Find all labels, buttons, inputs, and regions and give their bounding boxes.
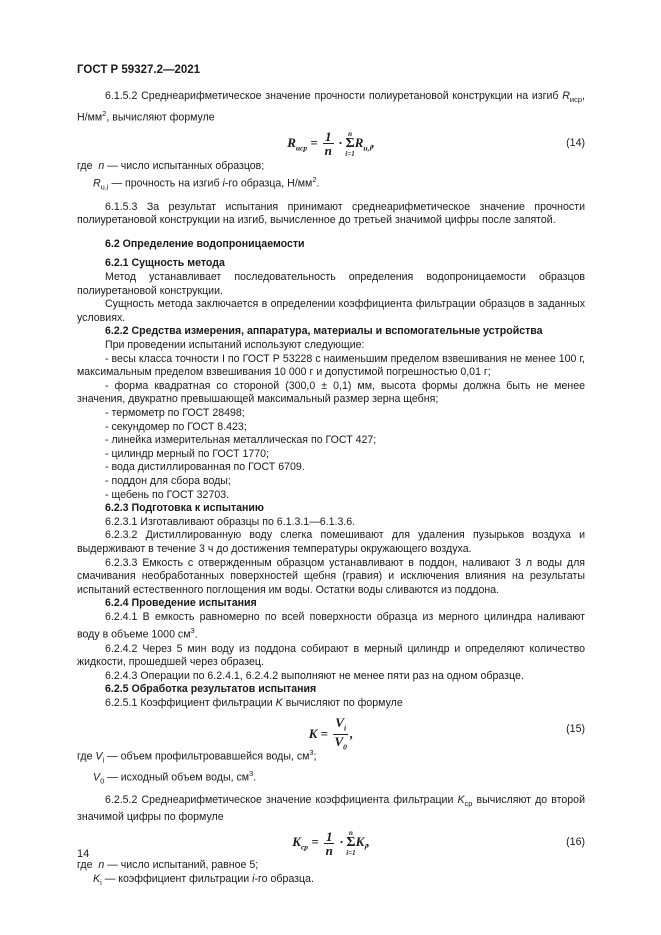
formula-tail: , bbox=[371, 134, 375, 150]
superscript: 3 bbox=[190, 626, 195, 636]
formula-lhs: K bbox=[292, 834, 301, 850]
symbol: K bbox=[457, 794, 465, 807]
formula-tail: , bbox=[366, 834, 370, 850]
para-6-2-4-2: 6.2.4.2 Через 5 мин воду из поддона собирают в мерный цилиндр и определяют количество жидкости, прошедшей через образец. bbox=[77, 642, 585, 669]
formula-lhs: K bbox=[308, 725, 318, 741]
symbol: K bbox=[93, 872, 101, 885]
heading-6-2-2: 6.2.2 Средства измерения, аппаратура, материалы и вспомогательные устройства bbox=[105, 325, 543, 338]
para-text: 6.2.5.2 Среднеарифметическое значение коэффициента фильтрации bbox=[105, 794, 458, 807]
formula-number: (14) bbox=[566, 136, 585, 149]
where-text: -го образца, Н/мм bbox=[224, 177, 313, 190]
sum-top: n bbox=[349, 829, 353, 838]
where-text: ; bbox=[313, 750, 317, 763]
formula-fraction bbox=[323, 130, 334, 157]
list-item: - щебень по ГОСТ 32703. bbox=[105, 488, 230, 501]
formula-lhs: R bbox=[287, 134, 296, 150]
superscript: 2 bbox=[102, 108, 107, 118]
formula-sub: 0 bbox=[343, 742, 347, 752]
where-text: . bbox=[253, 771, 257, 784]
list-item: - термометр по ГОСТ 28498; bbox=[105, 406, 245, 419]
formula-number: (15) bbox=[566, 722, 585, 735]
where-text: — число испытаний, равное 5; bbox=[104, 859, 259, 872]
where-text: — коэффициент фильтрации bbox=[101, 872, 253, 885]
superscript: 2 bbox=[312, 175, 317, 185]
sum-bottom: i=1 bbox=[346, 849, 356, 858]
symbol: i bbox=[222, 177, 225, 190]
formula-fraction bbox=[324, 830, 335, 857]
superscript: 3 bbox=[309, 747, 314, 757]
fraction-num: 1 bbox=[325, 828, 333, 844]
formula-sub: исp bbox=[295, 143, 308, 153]
where-text: — число испытанных образцов; bbox=[104, 159, 265, 172]
fraction-den-sym: V bbox=[334, 734, 344, 750]
page-number: 14 bbox=[77, 848, 90, 860]
para-6-2-1-b: Сущность метода заключается в определении коэффициента фильтрации образцов в заданных условиях. bbox=[77, 298, 585, 324]
para-text: вычисляют по формуле bbox=[282, 696, 403, 709]
sum-top: n bbox=[348, 129, 352, 138]
symbol: R bbox=[93, 177, 101, 190]
para-6-2-2: При проведении испытаний используют следующие: bbox=[105, 339, 365, 351]
formula-dot: · bbox=[338, 134, 343, 150]
where-text: -го образца. bbox=[254, 872, 314, 885]
list-item: - линейка измерительная металлическая по ГОСТ 427; bbox=[105, 434, 377, 447]
para-text: вычисляют до второй значимой цифры по формуле bbox=[77, 794, 585, 823]
para-text: 6.2.5.1 Коэффициент фильтрации bbox=[105, 696, 276, 709]
subscript: i bbox=[102, 755, 105, 765]
formula-sub: i bbox=[364, 842, 367, 852]
sum-bottom: i=1 bbox=[345, 149, 355, 158]
where-text: — объем профильтровавшейся воды, см bbox=[104, 750, 310, 763]
list-item: - секундомер по ГОСТ 8.423; bbox=[105, 420, 247, 433]
para-text: , вычисляют формуле bbox=[106, 111, 215, 124]
formula-14 bbox=[77, 128, 585, 158]
symbol: K bbox=[275, 696, 283, 709]
sum-operator bbox=[345, 130, 354, 158]
formula-term: K bbox=[355, 834, 365, 850]
formula-15 bbox=[77, 714, 585, 752]
formula-eq: = bbox=[310, 134, 318, 150]
formula-tail: , bbox=[350, 725, 354, 741]
page-content bbox=[77, 90, 585, 890]
para-6-2-4-3: 6.2.4.3 Операции по 6.2.4.1, 6.2.4.2 выполняют не менее пяти раз на одном образце. bbox=[105, 669, 524, 682]
para-text: , Н/мм bbox=[77, 90, 585, 124]
where-label: где bbox=[77, 159, 93, 172]
sigma: Σ bbox=[346, 835, 356, 851]
symbol: R bbox=[562, 90, 570, 102]
para-6-2-5-1 bbox=[77, 697, 585, 711]
formula-expression bbox=[77, 829, 585, 857]
symbol: V bbox=[93, 771, 101, 784]
para-text: 6.2.4.1 В емкость равномерно по всей поверхности образца из мерного цилиндра наливают воду в объеме 1000 см bbox=[77, 610, 585, 641]
fraction-num: 1 bbox=[325, 129, 332, 145]
list-item: - цилиндр мерный по ГОСТ 1770; bbox=[105, 447, 269, 460]
where-text: . bbox=[316, 177, 320, 190]
heading-6-2-1: 6.2.1 Сущность метода bbox=[105, 257, 225, 270]
para-6-1-5-3: 6.1.5.3 За результат испытания принимают среднеарифметическое значение прочности полиуретановой конструкции на изгиб, вычисленное до третьей значимой цифры после запятой. bbox=[77, 200, 585, 227]
para-6-2-5-2 bbox=[77, 794, 585, 824]
fraction-num bbox=[333, 716, 348, 736]
where-r bbox=[77, 173, 585, 194]
where-ki bbox=[77, 873, 585, 890]
where-n-tests bbox=[77, 859, 585, 873]
formula-eq: = bbox=[320, 725, 329, 741]
para-6-2-3-3: 6.2.3.3 Емкость с отвержденным образцом устанавливают в поддон, наливают 3 л воды для смачивания необработанных поверхностей щебня (гравия) и исключения влияния на результаты испытаний естественного поглощения им воды. Остатки воды сливаются из поддона. bbox=[77, 556, 585, 596]
list-item: - весы класса точности I по ГОСТ Р 53228 с наименьшим пределом взвешивания не менее 100 г, максимальным пределом взвешивания 10 000 г и допустимой погрешностью 0,01 г; bbox=[77, 352, 585, 379]
formula-expression bbox=[77, 716, 585, 754]
where-text: — исходный объем воды, см bbox=[104, 771, 250, 784]
section-title-6-2: 6.2 Определение водопроницаемости bbox=[105, 237, 305, 250]
where-label: где bbox=[77, 750, 93, 763]
subscript: i bbox=[100, 878, 102, 888]
formula-term: R bbox=[354, 134, 364, 150]
heading-6-2-4: 6.2.4 Проведение испытания bbox=[105, 597, 257, 610]
document-header: ГОСТ Р 59327.2—2021 bbox=[77, 64, 201, 76]
formula-sub: ср bbox=[300, 842, 309, 852]
para-6-2-4-1 bbox=[77, 611, 585, 643]
fraction-den: n bbox=[325, 842, 333, 858]
para-6-2-1-a: Метод устанавливает последовательность определения водопроницаемости образцов полиуретановой конструкции. bbox=[77, 271, 585, 297]
list-item: - вода дистиллированная по ГОСТ 6709. bbox=[105, 461, 305, 474]
fraction-den bbox=[333, 735, 348, 754]
subscript: 0 bbox=[100, 776, 105, 786]
where-text: — прочность на изгиб bbox=[108, 177, 223, 190]
subscript: ср bbox=[464, 799, 473, 809]
fraction-den: n bbox=[324, 143, 332, 159]
formula-sub: u,i bbox=[363, 143, 372, 153]
para-text: 6.1.5.2 Среднеарифметическое значение прочности полиуретановой конструкции на изгиб bbox=[105, 90, 559, 102]
symbol: n bbox=[98, 159, 105, 172]
heading-6-2-5: 6.2.5 Обработка результатов испытания bbox=[105, 683, 317, 696]
para-6-1-5-2 bbox=[77, 90, 585, 125]
where-label: где bbox=[77, 859, 93, 872]
list-item: - поддон для сбора воды; bbox=[105, 474, 231, 487]
sum-operator bbox=[346, 829, 355, 857]
where-v0 bbox=[77, 767, 585, 788]
formula-expression bbox=[77, 130, 585, 158]
para-6-2-3-2: 6.2.3.2 Дистиллированную воду слегка помешивают для удаления пузырьков воздуха и выдерживают в течение 3 ч до достижения температуры окружающего воздуха. bbox=[77, 529, 585, 555]
para-text: . bbox=[194, 629, 198, 641]
superscript: 3 bbox=[249, 768, 254, 778]
symbol: i bbox=[252, 872, 255, 885]
para-6-2-3-1: 6.2.3.1 Изготавливают образцы по 6.1.3.1—6.1.3.6. bbox=[105, 515, 356, 528]
subscript: исp bbox=[569, 95, 583, 105]
fraction-num-sym: V bbox=[335, 714, 344, 730]
symbol: n bbox=[98, 859, 105, 872]
formula-fraction bbox=[333, 716, 348, 754]
formula-eq: = bbox=[311, 834, 319, 850]
symbol: V bbox=[95, 750, 103, 763]
sigma: Σ bbox=[345, 135, 355, 151]
formula-number: (16) bbox=[566, 836, 585, 849]
formula-16 bbox=[77, 827, 585, 857]
where-n bbox=[77, 160, 585, 174]
heading-6-2-3: 6.2.3 Подготовка к испытанию bbox=[105, 502, 264, 515]
subscript: u,i bbox=[100, 183, 109, 193]
formula-dot: · bbox=[339, 834, 343, 850]
list-item: - форма квадратная со стороной (300,0 ± 0,1) мм, высота формы должна быть не менее значения, двукратно превышающей максимальный размер зерна щебня; bbox=[77, 379, 585, 406]
formula-sub: i bbox=[343, 723, 347, 733]
